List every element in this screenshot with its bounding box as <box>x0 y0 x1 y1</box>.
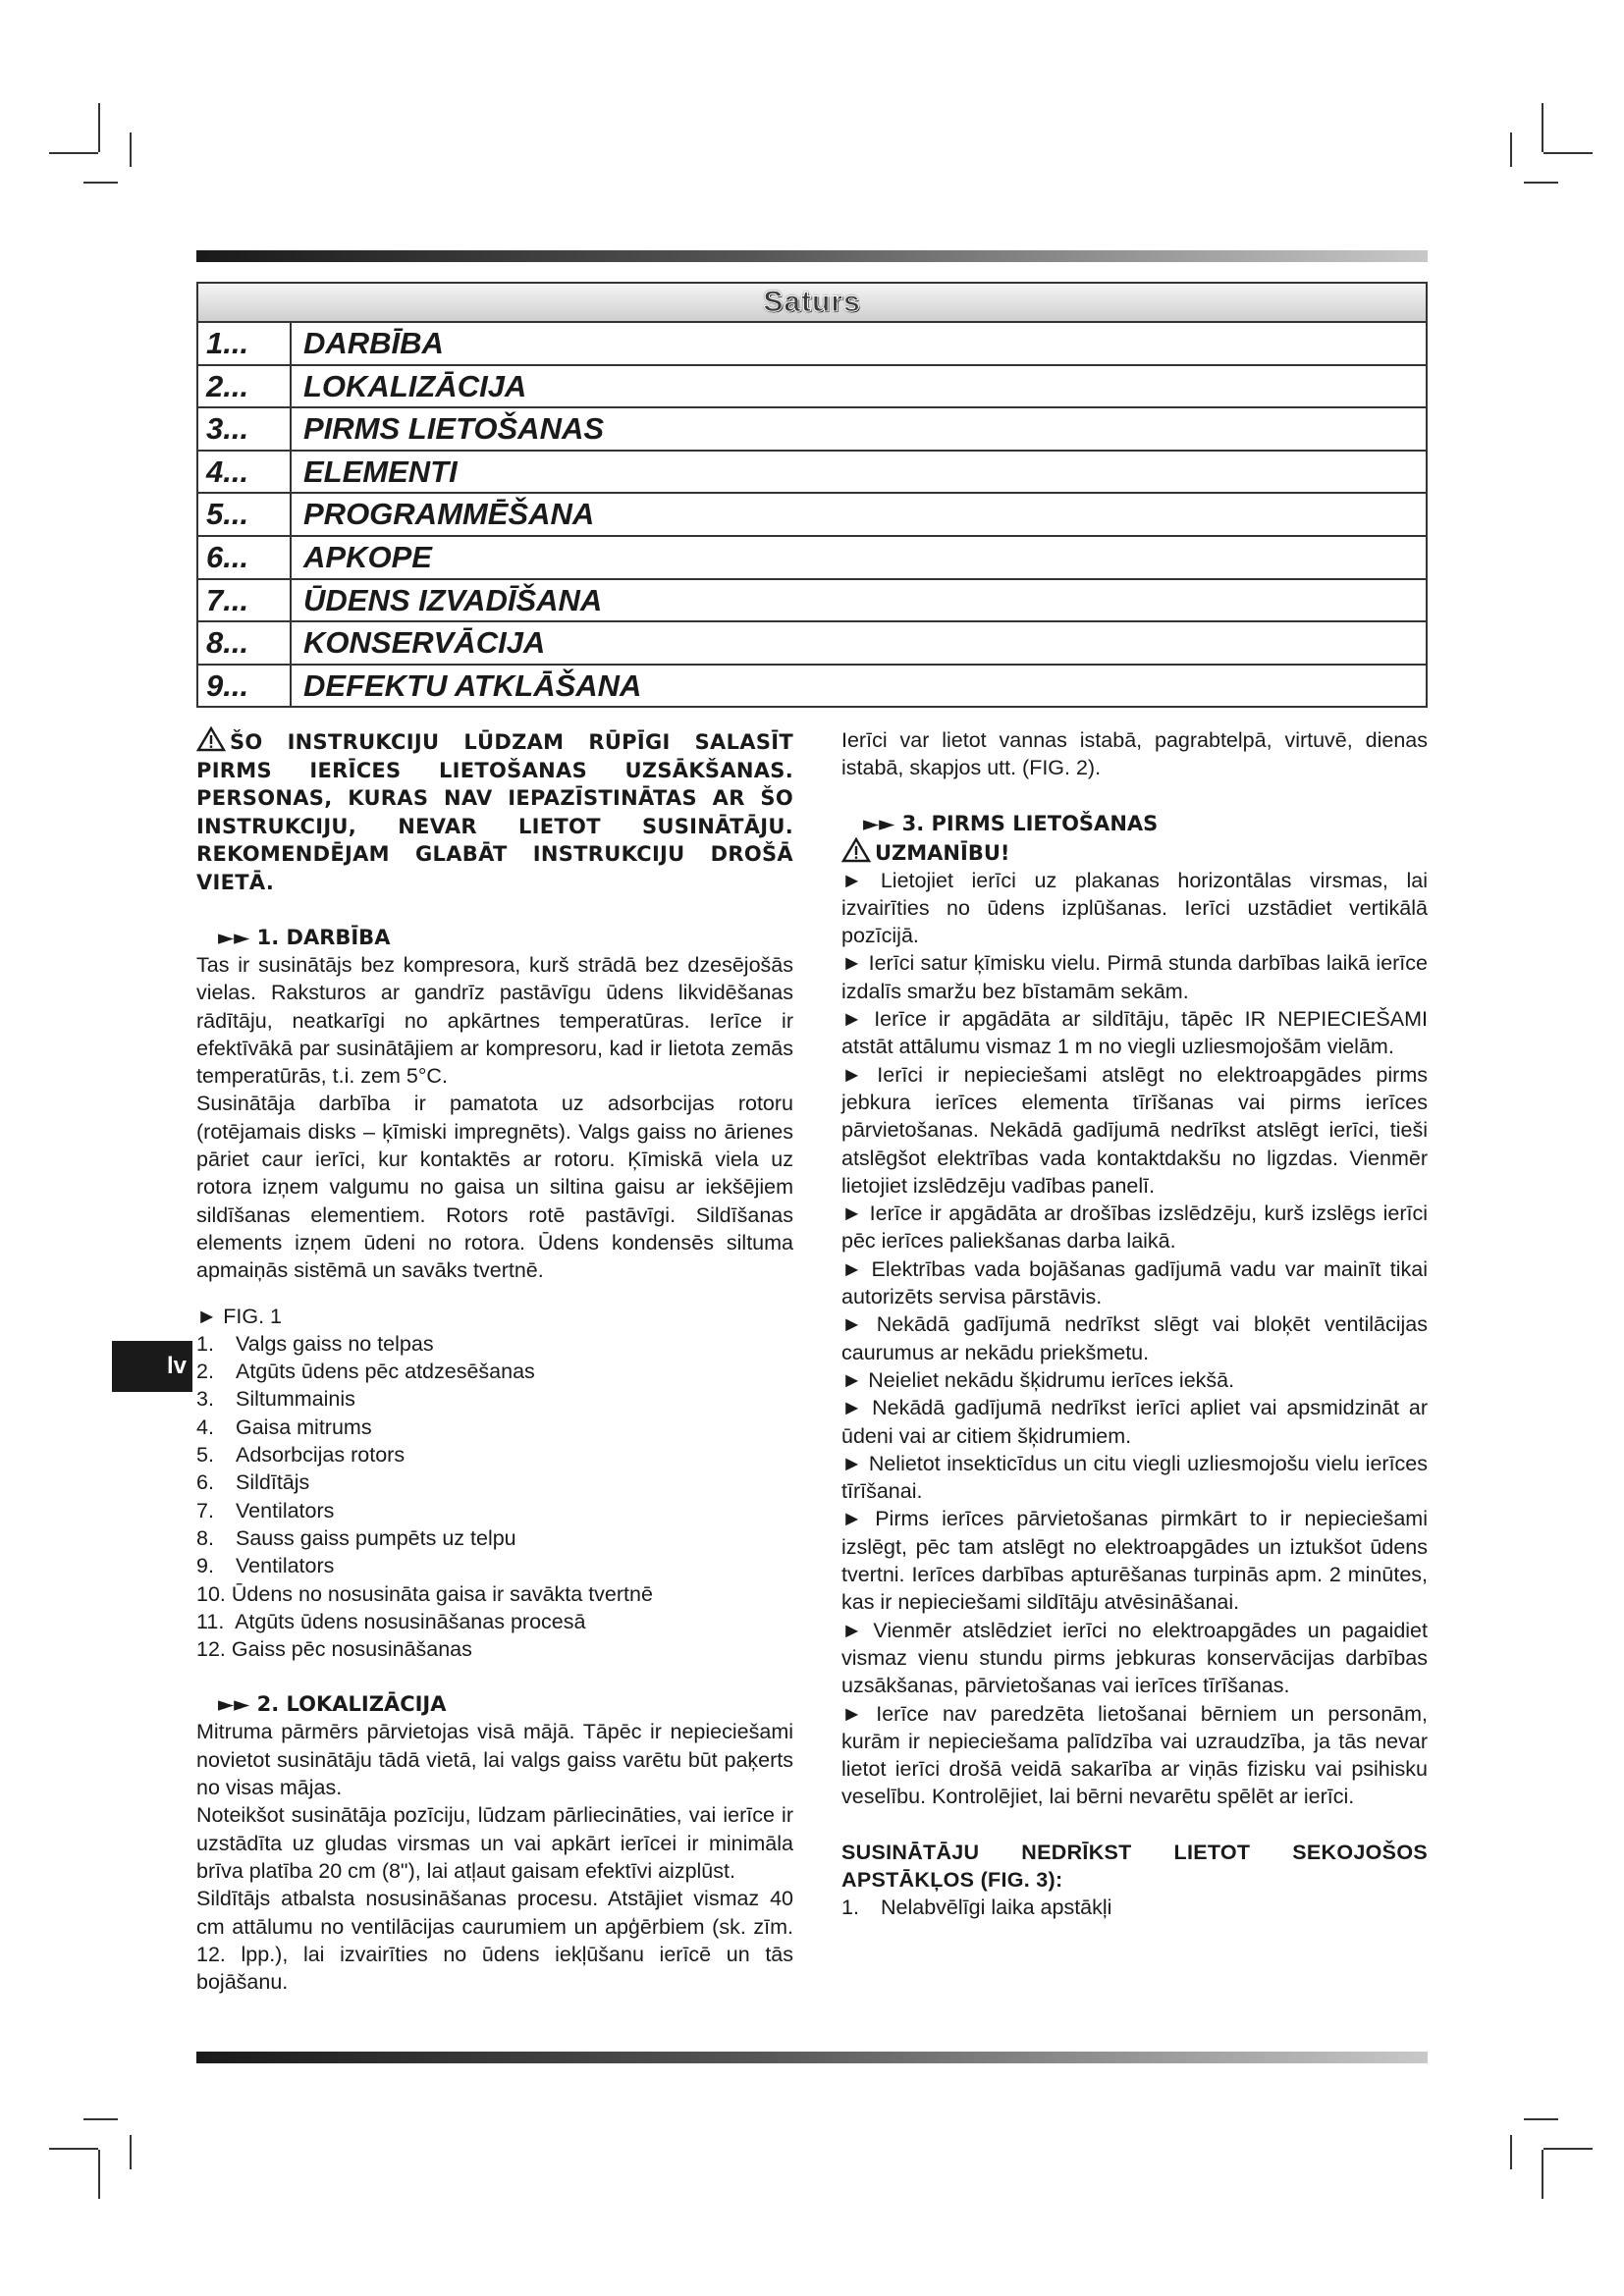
bullet-item: ► Elektrības vada bojāšanas gadījumā vadu var mainīt tikai autorizēts servisa pārstāvis. <box>841 1256 1428 1309</box>
toc-row <box>198 494 1426 537</box>
list-item <box>196 1524 793 1552</box>
toc-num: 3... <box>198 408 292 450</box>
toc-row <box>198 323 1426 366</box>
list-item <box>196 1358 793 1385</box>
toc-row <box>198 408 1426 452</box>
list-item <box>196 1468 793 1496</box>
toc-label: DARBĪBA <box>303 326 444 360</box>
left-column <box>196 726 793 1996</box>
right-column <box>841 726 1428 1922</box>
toc-row <box>198 666 1426 707</box>
list-item <box>196 1635 793 1663</box>
toc-row <box>198 622 1426 666</box>
list-text: Gaisa mitrums <box>236 1415 372 1439</box>
list-num: 4. <box>196 1415 214 1439</box>
bullet-item: ► Nekādā gadījumā nedrīkst ierīci apliet vai apsmidzināt ar ūdeni vai ar citiem šķidrumiem. <box>841 1396 1428 1448</box>
list-num: 8. <box>196 1525 214 1550</box>
crop-mark <box>1524 2118 1558 2120</box>
list-item <box>196 1441 793 1468</box>
list-text: Valgs gaiss no telpas <box>236 1331 434 1356</box>
crop-mark <box>130 133 132 167</box>
paragraph: Mitruma pārmērs pārvietojas visā mājā. Tāpēc ir nepieciešami novietot susinātāju tādā vietā, lai valgs gaiss varētu būt paķerts no visas mājas. <box>196 1720 793 1800</box>
list-item <box>196 1608 793 1635</box>
toc-title: Saturs <box>763 286 861 318</box>
toc-label: KONSERVĀCIJA <box>303 625 546 661</box>
list-num: 12. <box>196 1637 226 1662</box>
toc-label: APKOPE <box>303 539 432 574</box>
list-num: 11. <box>196 1609 225 1633</box>
language-tab: lv <box>112 1341 192 1392</box>
bullet-item: ► Nelietot insekticīdus un citu viegli uzliesmojošu vielu ierīces tīrīšanai. <box>841 1451 1428 1504</box>
toc-num: 6... <box>198 537 292 578</box>
crop-mark <box>1543 2148 1593 2150</box>
toc-row <box>198 537 1426 580</box>
list-item <box>196 1580 793 1608</box>
paragraph: Tas ir susinātājs bez kompresora, kurš strādā bez dzesējošās vielas. Raksturos ar gandrīz pastāvīgu ūdens likvidēšanas rādītāju, neatkarīgi no apkārtnes temperatūras. Ierīce ir efektīvākā par susinātājiem ar kompresoru, kad ir lietota zemās temperatūrās, t.i. zem 5°C. <box>196 953 793 1089</box>
warning-block <box>196 726 793 896</box>
toc-num: 9... <box>198 666 292 707</box>
list-num: 10. <box>196 1581 226 1606</box>
toc-header <box>198 284 1426 323</box>
list-text: Sauss gaiss pumpēts uz telpu <box>236 1525 516 1550</box>
figure-ref: ► FIG. 1 <box>196 1304 282 1328</box>
toc-label: DEFEKTU ATKLĀŠANA <box>303 667 642 703</box>
bullet-item: ► Ierīce nav paredzēta lietošanai bērniem un personām, kurām ir nepieciešama palīdzība vai uzraudzība, ja tās nevar lietot ierīci drošā veidā sakarība ar viņās fizisku vai psihisku veselību. Kontrolējiet, lai bērni nevarētu spēlēt ar ierīci. <box>841 1701 1428 1809</box>
list-item <box>196 1330 793 1358</box>
toc-label: ŪDENS IZVADĪŠANA <box>303 582 603 617</box>
crop-mark <box>1524 182 1558 184</box>
list-item <box>196 1385 793 1413</box>
list-num: 2. <box>196 1360 214 1384</box>
crop-mark <box>1542 103 1543 152</box>
list-num: 6. <box>196 1470 214 1495</box>
toc-label: PROGRAMMĒŠANA <box>303 497 595 532</box>
list-item <box>196 1497 793 1524</box>
toc-label: ELEMENTI <box>303 454 458 489</box>
crop-mark <box>1510 2135 1512 2169</box>
crop-mark <box>98 2150 100 2199</box>
bullet-item: ► Vienmēr atslēdziet ierīci no elektroapgādes un pagaidiet vismaz vienu stundu pirms jebkuras konservācijas darbības uzsākšanas, pārvietošanas vai ierīces tīrīšanas. <box>841 1618 1428 1698</box>
toc-row <box>198 452 1426 495</box>
list-text: Ventilators <box>236 1554 335 1578</box>
list-text: Ventilators <box>236 1498 335 1522</box>
bullet-item: ► Pirms ierīces pārvietošanas pirmkārt to ir nepieciešami izslēgt, pēc tam atslēgt no elektroapgādes un iztukšot ūdens tvertni. Ierīces darbības apturēšanas turpinās apm. 2 minūtes, kas ir nepieciešami sildītāju atvēsināšanai. <box>841 1507 1428 1615</box>
crop-mark <box>1510 133 1512 167</box>
figure-legend-list <box>196 1330 793 1664</box>
list-text: Nelabvēlīgi laika apstākļi <box>881 1896 1112 1920</box>
bullet-item: ► Ierīci satur ķīmisku vielu. Pirmā stunda darbības laikā ierīce izdalīs smaržu bez bīstamām sekām. <box>841 951 1428 1003</box>
caution-text: UZMANĪBU! <box>875 840 1010 865</box>
list-item <box>841 1894 1428 1921</box>
bullet-item: ► Ierīce ir apgādāta ar drošības izslēdzēju, kurš izslēgs ierīci pēc ierīces paliekšanas darba laikā. <box>841 1201 1428 1254</box>
list-num: 3. <box>196 1387 214 1412</box>
list-text: Sildītājs <box>236 1470 310 1495</box>
crop-mark <box>83 182 118 184</box>
list-item <box>196 1552 793 1579</box>
section-heading-1: ►► 1. DARBĪBA <box>218 926 391 949</box>
paragraph: Ierīci var lietot vannas istabā, pagrabtelpā, virtuvē, dienas istabā, skapjos utt. (FIG. 2). <box>841 728 1428 780</box>
toc-label: LOKALIZĀCIJA <box>303 368 527 403</box>
toc-num: 4... <box>198 452 292 493</box>
list-item <box>196 1414 793 1441</box>
table-of-contents <box>196 282 1428 708</box>
list-num: 1. <box>841 1896 859 1920</box>
toc-label: PIRMS LIETOŠANAS <box>303 411 605 447</box>
bullet-item: ► Ierīce ir apgādāta ar sildītāju, tāpēc IR NEPIECIEŠAMI atstāt attālumu vismaz 1 m no viegli uzliesmojošām vielām. <box>841 1007 1428 1059</box>
warning-icon <box>841 837 871 863</box>
list-num: 5. <box>196 1443 214 1468</box>
toc-num: 2... <box>198 366 292 407</box>
crop-mark <box>49 152 98 154</box>
toc-num: 1... <box>198 323 292 364</box>
list-text: Adsorbcijas rotors <box>236 1443 406 1468</box>
list-num: 1. <box>196 1331 214 1356</box>
list-text: Atgūts ūdens nosusināšanas procesā <box>235 1609 586 1633</box>
list-text: Atgūts ūdens pēc atdzesēšanas <box>236 1360 535 1384</box>
warning-icon <box>196 726 226 752</box>
bullet-item: ► Ierīci ir nepieciešami atslēgt no elektroapgādes pirms jebkura ierīces elementa tīrīšanas vai pirms ierīces pārvietošanas. Nekādā gadījumā nedrīkst atslēgt ierīci, tieši atslēgšot elektrības vada kontaktdakšu no ligzdas. Vienmēr lietojiet izslēdzēju vadības panelī. <box>841 1062 1428 1198</box>
subsection-heading: SUSINĀTĀJU NEDRĪKST LIETOT SEKOJOŠOS APSTĀKĻOS (FIG. 3): <box>841 1840 1428 1892</box>
crop-mark <box>1542 2150 1543 2199</box>
toc-row <box>198 366 1426 409</box>
toc-num: 8... <box>198 622 292 664</box>
section-heading-3: ►► 3. PIRMS LIETOŠANAS <box>863 811 1159 835</box>
crop-mark <box>98 103 100 152</box>
paragraph: Noteikšot susinātāja pozīciju, lūdzam pārliecināties, vai ierīce ir uzstādīta uz gludas virsmas un vai apkārt ierīcei ir minimāla brīva platība 20 cm (8"), lai atļaut gaisam efektīvi aizplūst. <box>196 1803 793 1883</box>
caution-heading <box>841 837 1428 867</box>
crop-mark <box>1543 152 1593 154</box>
warning-text: ŠO INSTRUKCIJU LŪDZAM RŪPĪGI SALASĪT PIRMS IERĪCES LIETOŠANAS UZSĀKŠANAS. PERSONAS, KURAS NAV IEPAZĪSTINĀTAS AR ŠO INSTRUKCIJU, NEVAR LIETOT SUSINĀTĀJU. REKOMENDĒJAM GLABĀT INSTRUKCIJU DROŠĀ VIETĀ. <box>196 730 793 894</box>
toc-num: 7... <box>198 580 292 621</box>
list-num: 7. <box>196 1498 214 1522</box>
bullet-item: ► Lietojiet ierīci uz plakanas horizontālas virsmas, lai izvairīties no ūdens izplūšanas. Ierīci uzstādiet vertikālā pozīcijā. <box>841 868 1428 948</box>
list-text: Siltummainis <box>236 1387 355 1412</box>
list-text: Ūdens no nosusināta gaisa ir savākta tvertnē <box>231 1581 653 1606</box>
bullet-item: ► Nekādā gadījumā nedrīkst slēgt vai bloķēt ventilācijas caurumus ar nekādu priekšmetu. <box>841 1312 1428 1364</box>
paragraph: Sildītājs atbalsta nosusināšanas procesu. Atstājiet vismaz 40 cm attālumu no ventilācijas caurumiem un apģērbiem (sk. zīm. 12. lpp.), lai izvairīties no ūdens iekļūšanu ierīcē un tās bojāšanu. <box>196 1887 793 1995</box>
section-heading-2: ►► 2. LOKALIZĀCIJA <box>218 1692 447 1717</box>
bullet-item: ► Neieliet nekādu šķidrumu ierīces iekšā. <box>841 1367 1235 1392</box>
top-rule <box>196 250 1428 262</box>
toc-num: 5... <box>198 494 292 535</box>
bottom-rule <box>196 2052 1428 2063</box>
list-num: 9. <box>196 1554 214 1578</box>
list-text: Gaiss pēc nosusināšanas <box>231 1637 472 1662</box>
crop-mark <box>130 2135 132 2169</box>
paragraph: Susinātāja darbība ir pamatota uz adsorbcijas rotoru (rotējamais disks – ķīmiski impregnēts). Valgs gaiss no ārienes pāriet caur ierīci, kur kontaktēs ar rotoru. Ķīmiskā viela uz rotora izņem valgumu no gaisa un siltina gaisu ar iekšējiem sildīšanas elementiem. Rotors rotē pastāvīgi. Sildīšanas elements izņem ūdeni no rotora. Ūdens kondensēs siltuma apmaiņās sistēmā un savāks tvertnē. <box>196 1092 793 1283</box>
toc-row <box>198 580 1426 623</box>
crop-mark <box>49 2148 98 2150</box>
crop-mark <box>83 2118 118 2120</box>
